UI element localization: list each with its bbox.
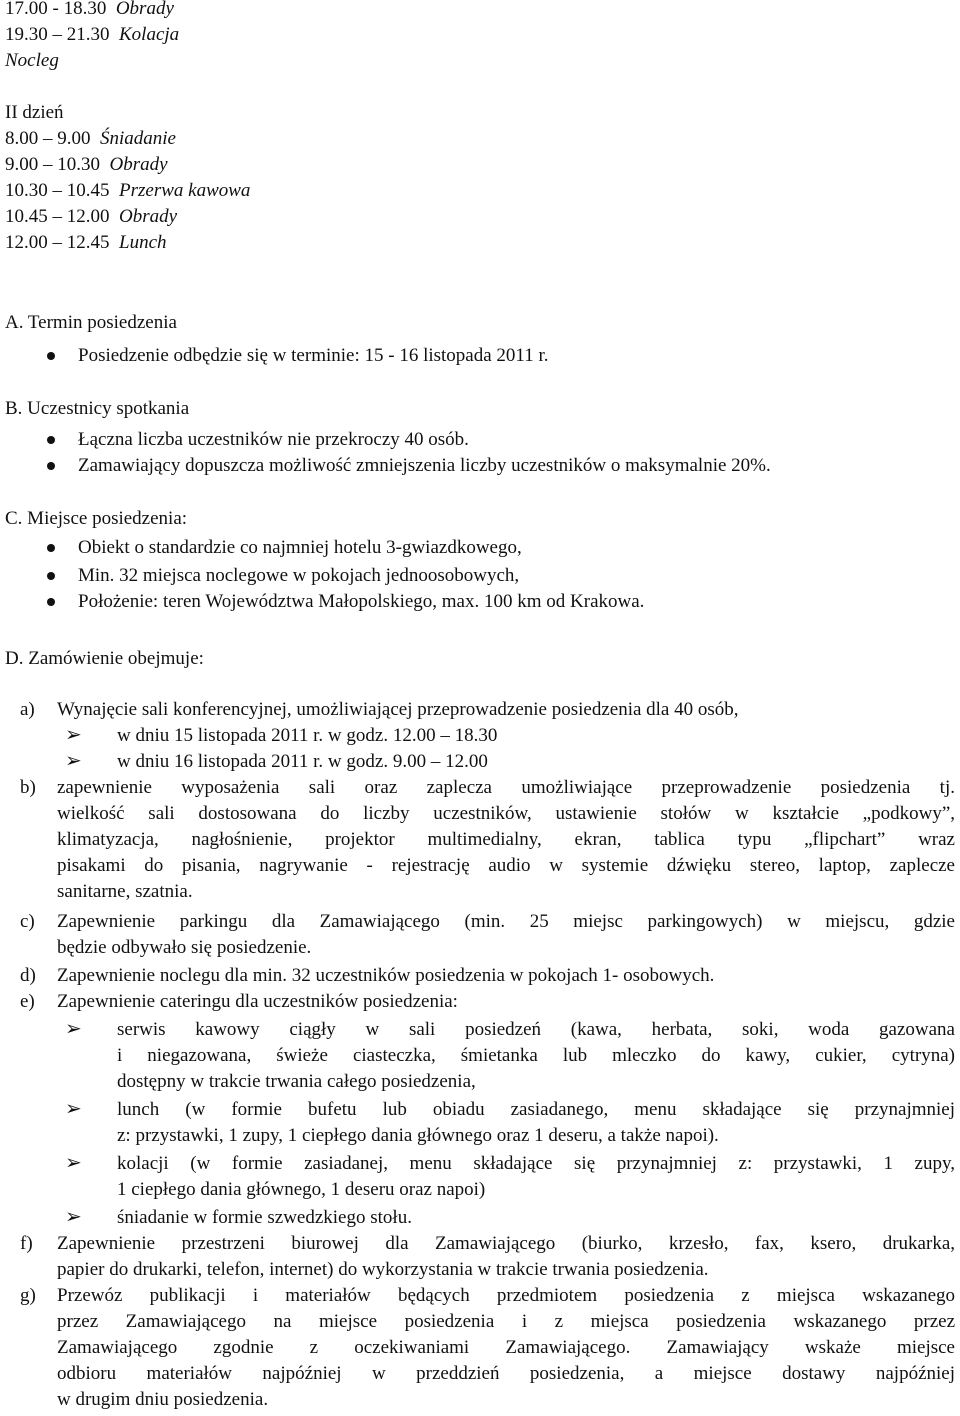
- list-item: w dniu 15 listopada 2011 r. w godz. 12.00 – 18.30: [117, 725, 498, 746]
- bullet-icon: [47, 352, 55, 360]
- item-b-line: klimatyzacja, nagłośnienie, projektor multimedialny, ekran, tablica typu „flipchart” wraz: [57, 829, 955, 850]
- item-marker: c): [20, 911, 35, 932]
- catering-line: z: przystawki, 1 zupy, 1 ciepłego dania głównego oraz 1 deseru, a także napoi).: [117, 1125, 719, 1146]
- item-marker: e): [20, 991, 35, 1012]
- section-d-title: D. Zamówienie obejmuje:: [5, 648, 204, 669]
- schedule-row: 12.00 – 12.45 Lunch: [5, 232, 167, 253]
- arrow-bullet-icon: ➢: [65, 724, 82, 746]
- bullet-icon: [47, 462, 55, 470]
- catering-line: 1 ciepłego dania głównego, 1 deseru oraz napoi): [117, 1179, 486, 1200]
- schedule-row: 9.00 – 10.30 Obrady: [5, 154, 168, 175]
- bullet-icon: [47, 572, 55, 580]
- catering-line: i niegazowana, świeże ciasteczka, śmietanka lub mleczko do kawy, cukier, cytryna): [117, 1045, 955, 1066]
- section-b-title: B. Uczestnicy spotkania: [5, 398, 190, 419]
- arrow-bullet-icon: ➢: [65, 1098, 82, 1120]
- bullet-icon: [47, 544, 55, 552]
- item-d-line: Zapewnienie noclegu dla min. 32 uczestników posiedzenia w pokojach 1- osobowych.: [57, 965, 715, 986]
- item-marker: f): [20, 1233, 33, 1254]
- item-g-line: w drugim dniu posiedzenia.: [57, 1389, 269, 1410]
- item-f-line: Zapewnienie przestrzeni biurowej dla Zamawiającego (biurko, krzesło, fax, ksero, drukarka,: [57, 1233, 955, 1254]
- item-b-line: wielkość sali dostosowana do liczby uczestników, ustawienie stołów w kształcie „podkowy”,: [57, 803, 955, 824]
- list-item: Zamawiający dopuszcza możliwość zmniejszenia liczby uczestników o maksymalnie 20%.: [78, 455, 771, 476]
- list-item: Posiedzenie odbędzie się w terminie: 15 - 16 listopada 2011 r.: [78, 345, 549, 366]
- catering-line: śniadanie w formie szwedzkiego stołu.: [117, 1207, 412, 1228]
- list-item: Min. 32 miejsca noclegowe w pokojach jednoosobowych,: [78, 565, 520, 586]
- list-item: Łączna liczba uczestników nie przekroczy 40 osób.: [78, 429, 469, 450]
- item-f-line: papier do drukarki, telefon, internet) do wykorzystania w trakcie trwania posiedzenia.: [57, 1259, 709, 1280]
- schedule-row: 8.00 – 9.00 Śniadanie: [5, 128, 176, 149]
- item-marker: a): [20, 699, 35, 720]
- item-marker: g): [20, 1285, 36, 1306]
- bullet-icon: [47, 598, 55, 606]
- item-b-line: pisakami do pisania, nagrywanie - rejestrację audio w systemie dźwięku stereo, laptop, zaplecze: [57, 855, 955, 876]
- item-g-line: przez Zamawiającego na miejsce posiedzenia i z miejsca posiedzenia wskazanego przez: [57, 1311, 955, 1332]
- item-b-line: zapewnienie wyposażenia sali oraz zaplecza umożliwiające przeprowadzenie posiedzenia tj.: [57, 777, 955, 798]
- arrow-bullet-icon: ➢: [65, 1152, 82, 1174]
- item-g-line: Przewóz publikacji i materiałów będących przedmiotem posiedzenia z miejsca wskazanego: [57, 1285, 955, 1306]
- catering-line: kolacji (w formie zasiadanej, menu składające się przynajmniej z: przystawki, 1 zupy,: [117, 1153, 955, 1174]
- schedule-row: 17.00 - 18.30 Obrady: [5, 0, 174, 19]
- list-item: w dniu 16 listopada 2011 r. w godz. 9.00 – 12.00: [117, 751, 488, 772]
- schedule-row: 10.45 – 12.00 Obrady: [5, 206, 178, 227]
- list-item: Obiekt o standardzie co najmniej hotelu 3-gwiazdkowego,: [78, 537, 522, 558]
- item-c-line: Zapewnienie parkingu dla Zamawiającego (min. 25 miejsc parkingowych) w miejscu, gdzie: [57, 911, 955, 932]
- item-marker: d): [20, 965, 36, 986]
- arrow-bullet-icon: ➢: [65, 1018, 82, 1040]
- item-c-line: będzie odbywało się posiedzenie.: [57, 937, 312, 958]
- item-g-line: Zamawiającego zgodnie z oczekiwaniami Zamawiającego. Zamawiający wskaże miejsce: [57, 1337, 955, 1358]
- arrow-bullet-icon: ➢: [65, 750, 82, 772]
- catering-line: serwis kawowy ciągły w sali posiedzeń (kawa, herbata, soki, woda gazowana: [117, 1019, 955, 1040]
- catering-line: dostępny w trakcie trwania całego posiedzenia,: [117, 1071, 476, 1092]
- bullet-icon: [47, 436, 55, 444]
- schedule-row: 19.30 – 21.30 Kolacja: [5, 24, 180, 45]
- schedule-row: 10.30 – 10.45 Przerwa kawowa: [5, 180, 251, 201]
- arrow-bullet-icon: ➢: [65, 1206, 82, 1228]
- item-e-text: Zapewnienie cateringu dla uczestników posiedzenia:: [57, 991, 458, 1012]
- catering-line: lunch (w formie bufetu lub obiadu zasiadanego, menu składające się przynajmniej: [117, 1099, 955, 1120]
- day-title: II dzień: [5, 102, 64, 123]
- item-g-line: odbioru materiałów najpóźniej w przeddzień posiedzenia, a miejsce dostawy najpóźniej: [57, 1363, 955, 1384]
- item-marker: b): [20, 777, 36, 798]
- item-a-text: Wynajęcie sali konferencyjnej, umożliwiającej przeprowadzenie posiedzenia dla 40 osób,: [57, 699, 739, 720]
- item-b-line: sanitarne, szatnia.: [57, 881, 193, 902]
- schedule-row: Nocleg: [5, 50, 59, 71]
- list-item: Położenie: teren Województwa Małopolskiego, max. 100 km od Krakowa.: [78, 591, 645, 612]
- section-c-title: C. Miejsce posiedzenia:: [5, 508, 188, 529]
- section-a-title: A. Termin posiedzenia: [5, 312, 177, 333]
